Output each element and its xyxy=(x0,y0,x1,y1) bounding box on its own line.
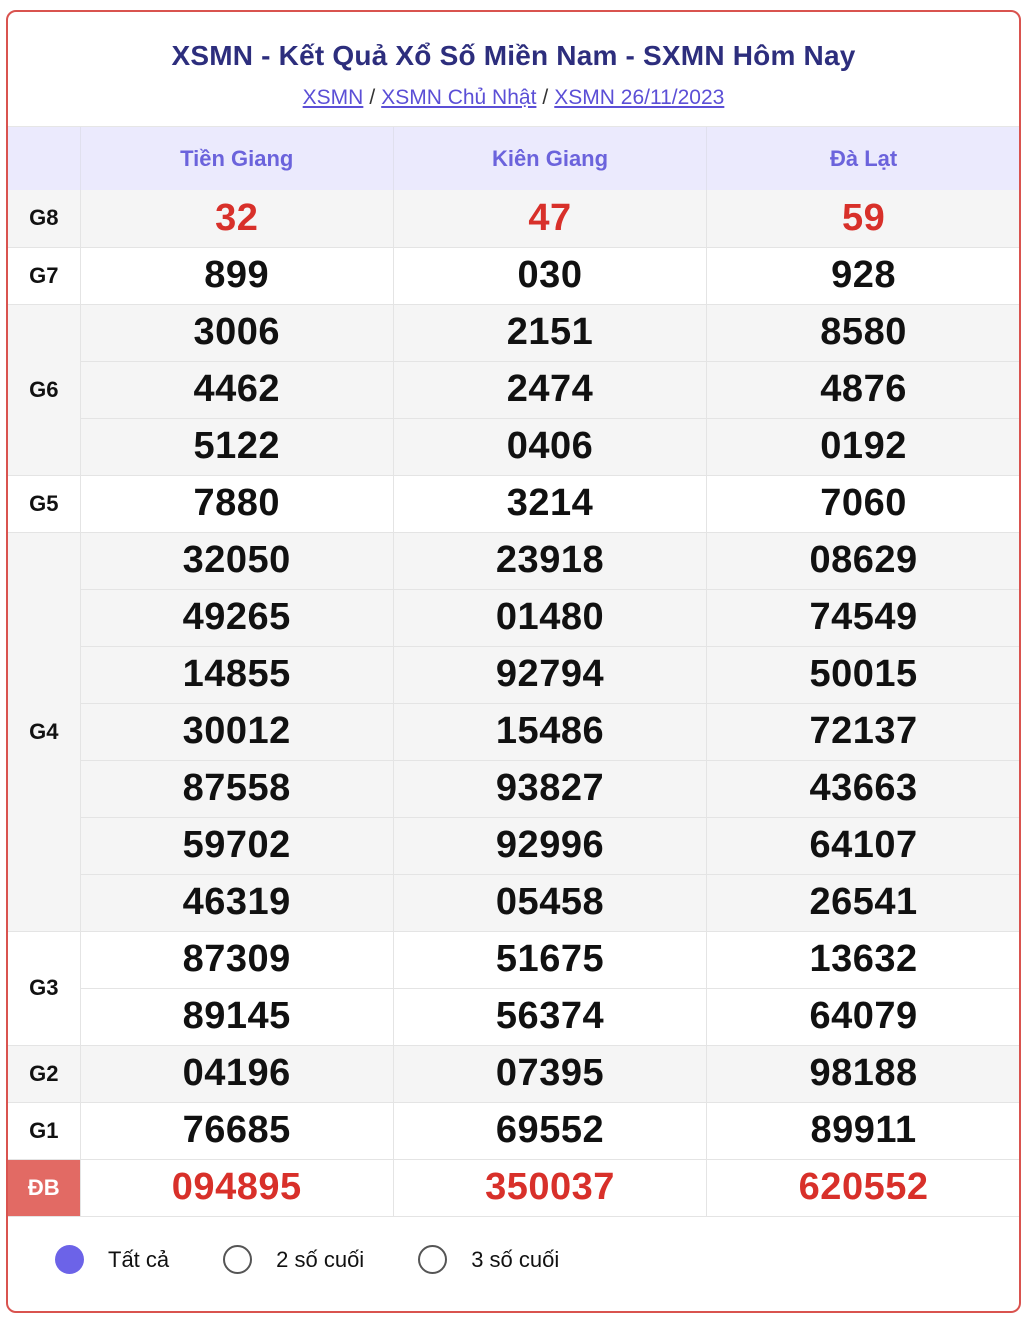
results-table xyxy=(8,127,1020,1217)
prize-row xyxy=(8,1159,1020,1216)
prize-number: 13632 xyxy=(809,938,918,980)
prize-number: 2151 xyxy=(506,311,594,353)
prize-number: 87558 xyxy=(182,767,291,809)
prize-number: 92794 xyxy=(495,653,605,695)
prize-cell xyxy=(707,247,1020,304)
breadcrumb-link-xsmn[interactable]: XSMN xyxy=(302,86,364,109)
prize-cell xyxy=(80,589,393,646)
prize-label: G1 xyxy=(8,1102,80,1159)
prize-cell xyxy=(393,532,706,589)
filter-option-label: 3 số cuối xyxy=(471,1246,560,1272)
prize-number: 5122 xyxy=(193,425,280,467)
province-header: Đà Lạt xyxy=(707,127,1020,190)
prize-number: 87309 xyxy=(182,938,291,980)
prize-number: 04196 xyxy=(182,1052,291,1094)
province-header-row xyxy=(8,127,1020,190)
prize-number: 64079 xyxy=(809,995,918,1037)
prize-row xyxy=(8,475,1020,532)
province-header[interactable]: Tiền Giang xyxy=(80,127,393,190)
prize-cell xyxy=(393,874,706,931)
prize-cell xyxy=(707,532,1020,589)
prize-row xyxy=(8,703,1020,760)
prize-number: 98188 xyxy=(809,1052,918,1094)
digit-filter-group xyxy=(8,1217,1019,1303)
prize-cell xyxy=(393,418,706,475)
prize-number: 32050 xyxy=(182,539,291,581)
prize-number: 08629 xyxy=(809,539,918,581)
prize-row xyxy=(8,817,1020,874)
prize-number: 72137 xyxy=(809,710,918,752)
prize-cell xyxy=(80,304,393,361)
prize-cell xyxy=(80,1102,393,1159)
prize-cell xyxy=(80,190,393,247)
prize-number: 928 xyxy=(831,254,897,296)
breadcrumb-link-weekday[interactable]: XSMN Chủ Nhật xyxy=(381,86,537,109)
prize-label: G4 xyxy=(8,532,80,931)
filter-option-label: Tất cả xyxy=(108,1246,170,1272)
prize-cell xyxy=(393,1102,706,1159)
prize-cell xyxy=(393,931,706,988)
filter-option-last-3[interactable] xyxy=(418,1245,559,1274)
prize-cell xyxy=(707,646,1020,703)
prize-cell xyxy=(707,589,1020,646)
prize-number: 69552 xyxy=(495,1109,605,1151)
prize-cell xyxy=(707,1102,1020,1159)
prize-cell xyxy=(80,1159,393,1216)
prize-cell xyxy=(707,475,1020,532)
prize-number: 59702 xyxy=(182,824,291,866)
prize-number: 89911 xyxy=(810,1109,917,1151)
prize-number: 3006 xyxy=(193,311,280,353)
prize-label: G8 xyxy=(8,190,80,247)
prize-number: 094895 xyxy=(171,1166,302,1208)
prize-row xyxy=(8,247,1020,304)
prize-row xyxy=(8,760,1020,817)
prize-cell xyxy=(80,1045,393,1102)
prize-number: 30012 xyxy=(182,710,291,752)
prize-cell xyxy=(393,760,706,817)
prize-number: 3214 xyxy=(506,482,594,524)
prize-number: 899 xyxy=(204,254,270,296)
prize-number: 7060 xyxy=(820,482,907,524)
prize-number: 89145 xyxy=(182,995,291,1037)
prize-cell xyxy=(707,1045,1020,1102)
prize-row xyxy=(8,190,1020,247)
breadcrumb-link-date[interactable]: XSMN 26/11/2023 xyxy=(554,86,725,109)
prize-number: 93827 xyxy=(495,767,605,809)
radio-unselected-icon[interactable] xyxy=(418,1245,447,1274)
prize-row xyxy=(8,418,1020,475)
prize-cell xyxy=(393,190,706,247)
breadcrumb-separator: / xyxy=(542,86,549,109)
prize-cell xyxy=(80,418,393,475)
prize-row xyxy=(8,1045,1020,1102)
prize-label: ĐB xyxy=(8,1159,80,1216)
prize-number: 7880 xyxy=(193,482,280,524)
prize-cell xyxy=(393,703,706,760)
prize-cell xyxy=(393,247,706,304)
prize-label: G2 xyxy=(8,1045,80,1102)
prize-label: G5 xyxy=(8,475,80,532)
prize-cell xyxy=(707,817,1020,874)
breadcrumb-separator: / xyxy=(369,86,376,109)
breadcrumb xyxy=(8,86,1019,110)
prize-number: 0192 xyxy=(820,425,907,467)
prize-number: 47 xyxy=(528,196,572,239)
prize-cell xyxy=(393,589,706,646)
prize-cell xyxy=(80,988,393,1045)
prize-number: 14855 xyxy=(182,653,291,695)
prize-cell xyxy=(393,988,706,1045)
prize-number: 07395 xyxy=(495,1052,605,1094)
prize-cell xyxy=(707,418,1020,475)
prize-cell xyxy=(80,532,393,589)
prize-number: 51675 xyxy=(495,938,605,980)
prize-cell xyxy=(80,475,393,532)
prize-number: 46319 xyxy=(182,881,291,923)
prize-cell xyxy=(80,247,393,304)
radio-selected-icon[interactable] xyxy=(55,1245,84,1274)
prize-number: 32 xyxy=(215,196,259,239)
results-header xyxy=(8,12,1019,127)
prize-number: 350037 xyxy=(485,1166,615,1208)
prize-row xyxy=(8,304,1020,361)
prize-cell xyxy=(80,760,393,817)
prize-number: 49265 xyxy=(182,596,291,638)
radio-unselected-icon[interactable] xyxy=(223,1245,252,1274)
prize-number: 4876 xyxy=(820,368,907,410)
prize-cell xyxy=(707,190,1020,247)
results-panel xyxy=(6,10,1021,1313)
prize-column-header xyxy=(8,127,80,190)
prize-cell xyxy=(80,874,393,931)
prize-label: G3 xyxy=(8,931,80,1045)
prize-cell xyxy=(707,988,1020,1045)
prize-number: 8580 xyxy=(820,311,907,353)
prize-number: 030 xyxy=(517,254,583,296)
prize-number: 64107 xyxy=(809,824,918,866)
prize-row xyxy=(8,361,1020,418)
prize-cell xyxy=(707,1159,1020,1216)
prize-cell xyxy=(80,931,393,988)
prize-row xyxy=(8,532,1020,589)
prize-label: G6 xyxy=(8,304,80,475)
prize-cell xyxy=(707,304,1020,361)
prize-number: 43663 xyxy=(809,767,918,809)
prize-number: 50015 xyxy=(809,653,918,695)
prize-number: 05458 xyxy=(495,881,605,923)
filter-option-label: 2 số cuối xyxy=(276,1246,365,1272)
prize-number: 76685 xyxy=(182,1109,291,1151)
prize-row xyxy=(8,589,1020,646)
prize-number: 59 xyxy=(841,196,886,239)
prize-number: 0406 xyxy=(506,425,594,467)
prize-cell xyxy=(707,931,1020,988)
filter-option-all[interactable] xyxy=(55,1245,169,1274)
prize-cell xyxy=(707,874,1020,931)
prize-number: 2474 xyxy=(506,368,594,410)
filter-option-last-2[interactable] xyxy=(223,1245,364,1274)
prize-number: 23918 xyxy=(495,539,605,581)
prize-number: 74549 xyxy=(809,596,918,638)
prize-number: 92996 xyxy=(495,824,605,866)
page-title: XSMN - Kết Quả Xổ Số Miền Nam - SXMN Hôm Nay xyxy=(171,40,856,71)
prize-cell xyxy=(393,817,706,874)
prize-cell xyxy=(393,304,706,361)
prize-cell xyxy=(393,646,706,703)
prize-cell xyxy=(80,817,393,874)
prize-cell xyxy=(393,475,706,532)
prize-cell xyxy=(393,361,706,418)
prize-number: 4462 xyxy=(193,368,280,410)
prize-cell xyxy=(393,1045,706,1102)
prize-cell xyxy=(80,361,393,418)
prize-row xyxy=(8,988,1020,1045)
prize-number: 15486 xyxy=(495,710,605,752)
prize-row xyxy=(8,931,1020,988)
prize-number: 26541 xyxy=(809,881,918,923)
prize-cell xyxy=(80,646,393,703)
prize-cell xyxy=(707,760,1020,817)
prize-cell xyxy=(80,703,393,760)
prize-cell xyxy=(707,703,1020,760)
prize-row xyxy=(8,646,1020,703)
prize-row xyxy=(8,874,1020,931)
prize-cell xyxy=(707,361,1020,418)
prize-number: 56374 xyxy=(495,995,605,1037)
prize-number: 01480 xyxy=(495,596,605,638)
prize-row xyxy=(8,1102,1020,1159)
prize-number: 620552 xyxy=(798,1166,929,1208)
prize-cell xyxy=(393,1159,706,1216)
province-header[interactable]: Kiên Giang xyxy=(393,127,706,190)
prize-label: G7 xyxy=(8,247,80,304)
